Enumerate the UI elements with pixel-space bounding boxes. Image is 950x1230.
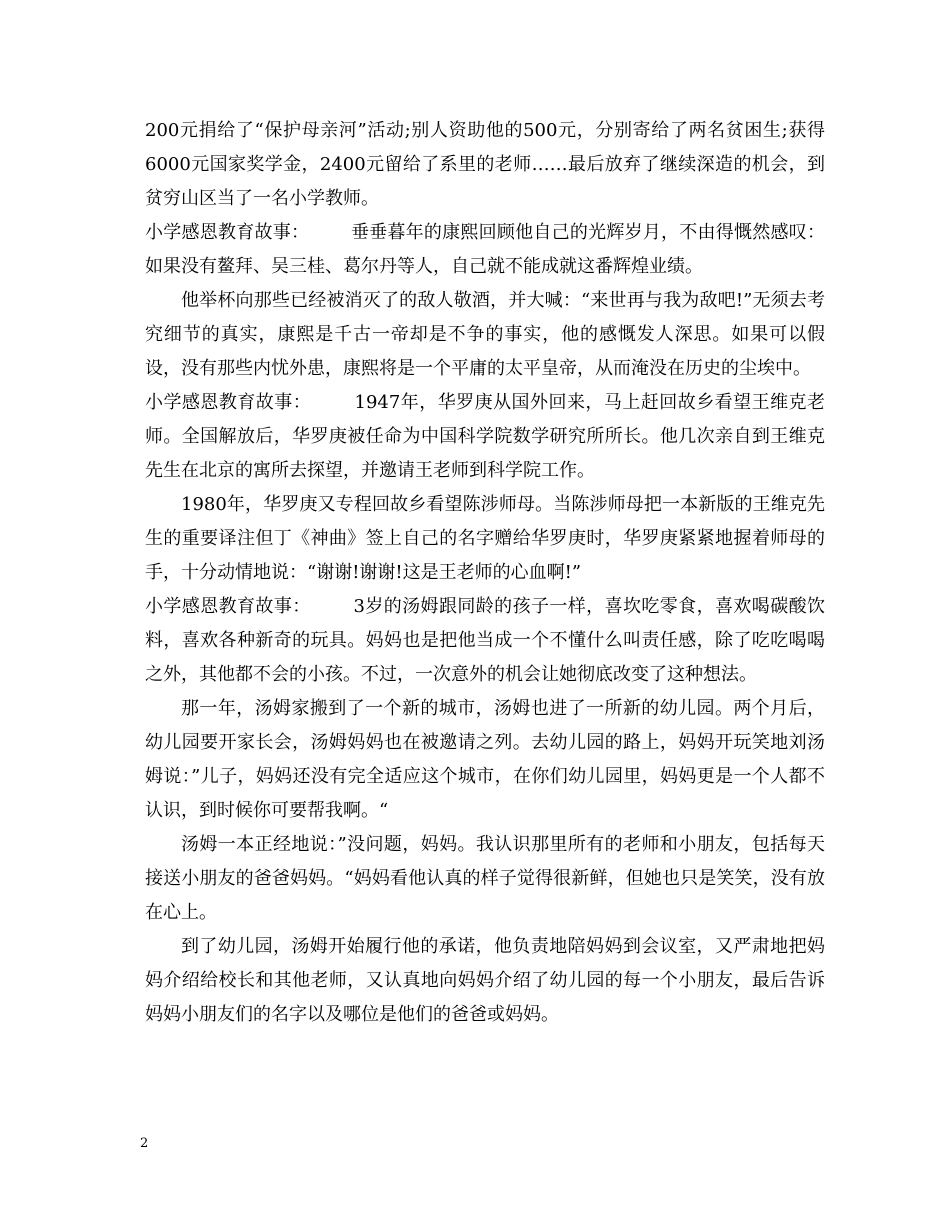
story-label: 小学感恩教育故事：	[145, 596, 311, 617]
label-gap	[311, 392, 354, 413]
paragraph-tom-story	[145, 590, 825, 692]
paragraph-tom-kindergarten	[145, 930, 825, 1032]
paragraph-text: 垂垂暮年的康熙回顾他自己的光辉岁月，不由得慨然感叹：如果没有鳌拜、吴三桂、葛尔丹等人，自己就不能成就这番辉煌业绩。	[145, 222, 825, 277]
document-body	[145, 114, 825, 1032]
paragraph-text: 1947年，华罗庚从国外回来，马上赶回故乡看望王维克老师。全国解放后，华罗庚被任命为中国科学院数学研究所所长。他几次亲自到王维克先生在北京的寓所去探望，并邀请王老师到科学院工作。	[145, 392, 825, 481]
paragraph-kangxi-story	[145, 216, 825, 284]
paragraph-text: 3岁的汤姆跟同龄的孩子一样，喜坎吃零食，喜欢喝碳酸饮料，喜欢各种新奇的玩具。妈妈也是把他当成一个不懂什么叫责任感，除了吃吃喝喝之外，其他都不会的小孩。不过，一次意外的机会让她彻底改变了这种想法。	[145, 596, 826, 685]
paragraph-tom-promise	[145, 828, 825, 930]
paragraph-text: 他举杯向那些已经被消灭了的敌人敬酒，并大喊：“来世再与我为敌吧!”无须去考究细节的真实，康熙是千古一帝却是不争的事实，他的感慨发人深思。如果可以假设，没有那些内忧外患，康熙将是一个平庸的太平皇帝，从而淹没在历史的尘埃中。	[145, 290, 825, 379]
label-gap	[309, 222, 351, 243]
paragraph-donations	[145, 114, 825, 216]
story-label: 小学感恩教育故事：	[145, 392, 312, 413]
paragraph-text: 汤姆一本正经地说：”没问题，妈妈。我认识那里所有的老师和小朋友，包括每天接送小朋友的爸爸妈妈。“妈妈看他认真的样子觉得很新鲜，但她也只是笑笑，没有放在心上。	[145, 834, 825, 923]
story-label: 小学感恩教育故事：	[145, 222, 310, 243]
paragraph-text: 200元捐给了“保护母亲河”活动;别人资助他的500元，分别寄给了两名贫困生;获得6000元国家奖学金，2400元留给了系里的老师……最后放弃了继续深造的机会，到贫穷山区当了一名小学教师。	[145, 120, 825, 209]
paragraph-tom-new-city	[145, 692, 825, 828]
paragraph-text: 那一年，汤姆家搬到了一个新的城市，汤姆也进了一所新的幼儿园。两个月后，幼儿园要开家长会，汤姆妈妈也在被邀请之列。去幼儿园的路上，妈妈开玩笑地刘汤姆说：”儿子，妈妈还没有完全适应这个城市，在你们幼儿园里，妈妈更是一个人都不认识，到时候你可要帮我啊。“	[145, 698, 825, 821]
page-number: 2	[140, 1136, 149, 1151]
paragraph-text: 1980年，华罗庚又专程回故乡看望陈涉师母。当陈涉师母把一本新版的王维克先生的重要译注但丁《神曲》签上自己的名字赠给华罗庚时，华罗庚紧紧地握着师母的手，十分动情地说：“谢谢!谢谢!这是王老师的心血啊!”	[145, 494, 825, 583]
paragraph-text: 到了幼儿园，汤姆开始履行他的承诺，他负责地陪妈妈到会议室，又严肃地把妈妈介绍给校长和其他老师，又认真地向妈妈介绍了幼儿园的每一个小朋友，最后告诉妈妈小朋友们的名字以及哪位是他们的爸爸或妈妈。	[145, 936, 825, 1025]
label-gap	[311, 596, 354, 617]
paragraph-kangxi-toast	[145, 284, 825, 386]
paragraph-hua-luogeng-story	[145, 386, 825, 488]
paragraph-hua-luogeng-1980	[145, 488, 825, 590]
